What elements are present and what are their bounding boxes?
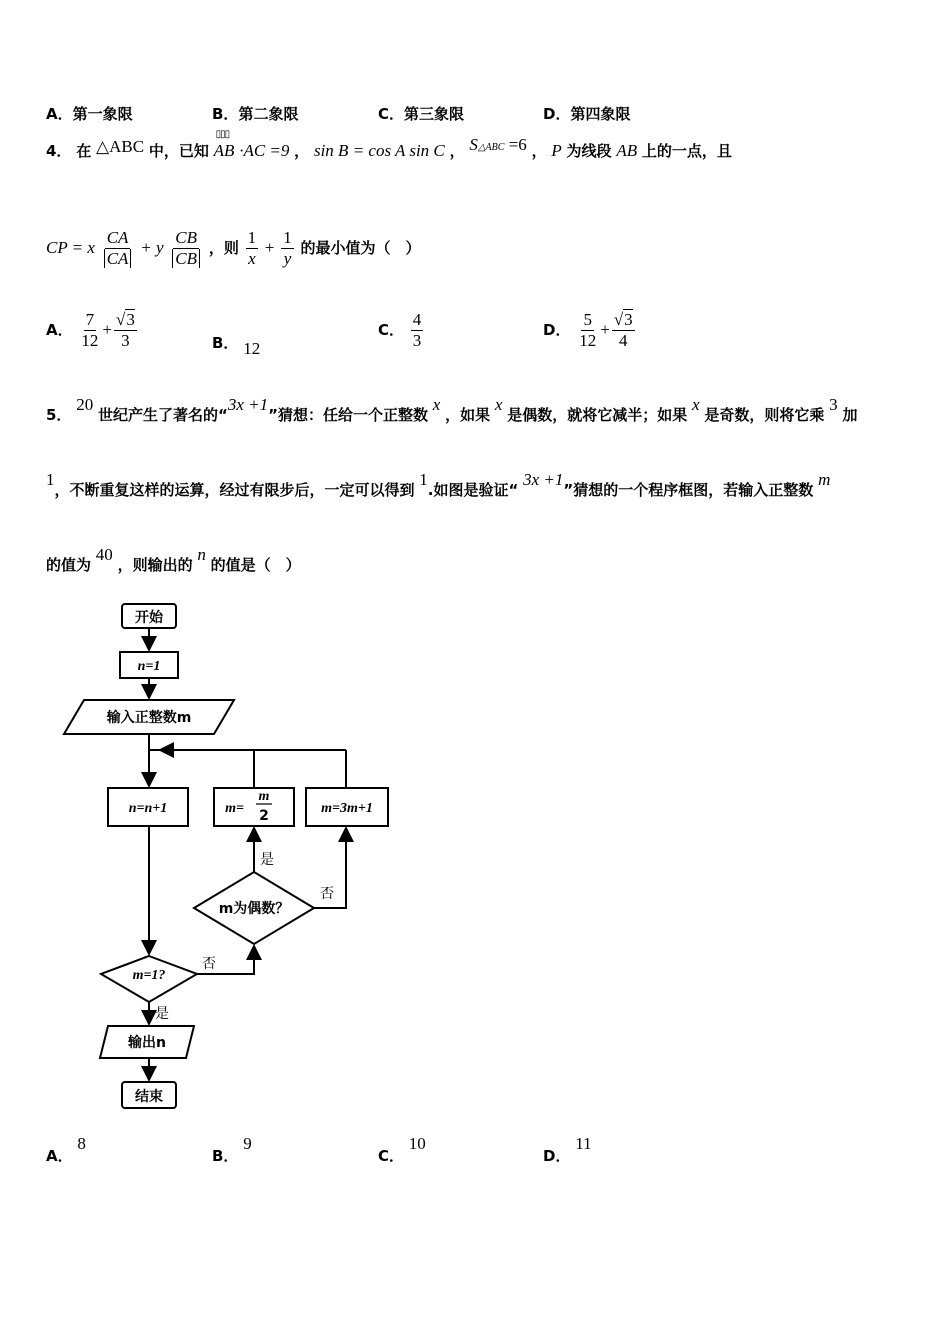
- q5-option-a: A． 8: [46, 1134, 86, 1165]
- q4-option-c: C． $\frac{4}{3}$: [378, 310, 422, 350]
- q4-text: 中，已知: [148, 142, 209, 160]
- option-letter: C．: [378, 105, 405, 123]
- option-text: 第一象限: [72, 105, 133, 123]
- frac-1-y: $\frac{1}{y}$: [283, 228, 292, 268]
- q5-option-d: D． 11: [543, 1134, 592, 1165]
- question-number: 4．: [46, 142, 72, 160]
- q4-dot-product: ·AC =9: [239, 141, 290, 160]
- option-letter: D．: [543, 105, 571, 123]
- flow-increment-label: n=n+1: [128, 801, 168, 816]
- flow-triple-label: m=3m+1: [321, 801, 373, 816]
- unit-vector-ca: $\frac{CA}{CA}$: [102, 228, 134, 269]
- q4-option-d: D． $\frac{5}{12}$ + $\frac{√3}{4}$: [543, 310, 633, 350]
- q3-option-c: [378, 103, 464, 124]
- frac-1-x: $\frac{1}{x}$: [247, 228, 257, 268]
- option-text: 第四象限: [570, 105, 631, 123]
- option-text: 第二象限: [238, 105, 299, 123]
- q4-line1: 4． 在 △ABC 中，已知 ▯▯▯ AB ·AC =9 ， sin B = cos A sin C ， S△ABC =6 ， P 为线段 AB 上的一点，且: [46, 129, 732, 160]
- q3-option-b: [212, 103, 298, 124]
- option-letter: A．: [46, 105, 73, 123]
- q4-line2: CP = x $\frac{CA}{CA}$ + y $\frac{CB}{CB}$ ，则 $\frac{1}{x}$ + $\frac{1}{y}$ 的最小值为（ ）: [46, 228, 421, 268]
- q4-sin-eq: sin B = cos A sin C: [313, 141, 445, 160]
- q5-line3: 的值为 40 ，则输出的 n 的值是（ ）: [46, 545, 301, 574]
- flow-no-label-even: 否: [320, 886, 334, 902]
- flow-end-label: 结束: [135, 1089, 163, 1105]
- option-text: 第三象限: [404, 105, 465, 123]
- q5-option-c: C． 10: [378, 1134, 426, 1165]
- flow-start-label: 开始: [135, 610, 163, 626]
- vector-ab: ▯▯▯ AB: [213, 129, 235, 160]
- question-number: 5．: [46, 406, 72, 424]
- flow-even-label: m为偶数？: [218, 901, 290, 917]
- flow-one-label: m=1?: [132, 968, 166, 983]
- q5-line1: 5． 20 世纪产生了著名的“3x +1”猜想：任给一个正整数 x ，如果 x 是偶数，就将它减半；如果 x 是奇数，则将它乘 3 加: [46, 395, 858, 424]
- flow-output-label: 输出n: [128, 1035, 166, 1051]
- flowchart: [0, 590, 420, 1120]
- q4-text: 在: [76, 142, 92, 160]
- flow-half-den: 2: [259, 808, 269, 824]
- q3-option-d: [543, 103, 630, 124]
- q3-option-a: [46, 103, 133, 124]
- flow-yes-label-even: 是: [260, 852, 274, 868]
- q5-line2: 1，不断重复这样的运算，经过有限步后，一定可以得到 1.如图是验证“ 3x +1”猜想的一个程序框图，若输入正整数 m: [46, 470, 831, 499]
- unit-vector-cb: $\frac{CB}{CB}$: [170, 228, 202, 269]
- q4-option-b: B． 12: [212, 334, 261, 358]
- flow-input-label: 输入正整数m: [106, 710, 192, 726]
- flow-yes-label-one: 是: [155, 1006, 169, 1022]
- q5-option-b: B． 9: [212, 1134, 252, 1165]
- flow-init-label: n=1: [137, 659, 161, 674]
- point-p: P: [551, 141, 562, 160]
- q4-area: S△ABC =6: [469, 135, 527, 154]
- q4-cp: CP = x: [46, 238, 95, 257]
- q4-triangle: △ABC: [96, 137, 145, 156]
- flow-no-label-one: 否: [202, 956, 216, 972]
- option-letter: B．: [212, 105, 239, 123]
- flow-half-lhs: m=: [225, 801, 244, 816]
- flow-half-num: m: [258, 789, 270, 804]
- q4-option-a: A． $\frac{7}{12}$ + $\frac{√3}{3}$: [46, 310, 135, 350]
